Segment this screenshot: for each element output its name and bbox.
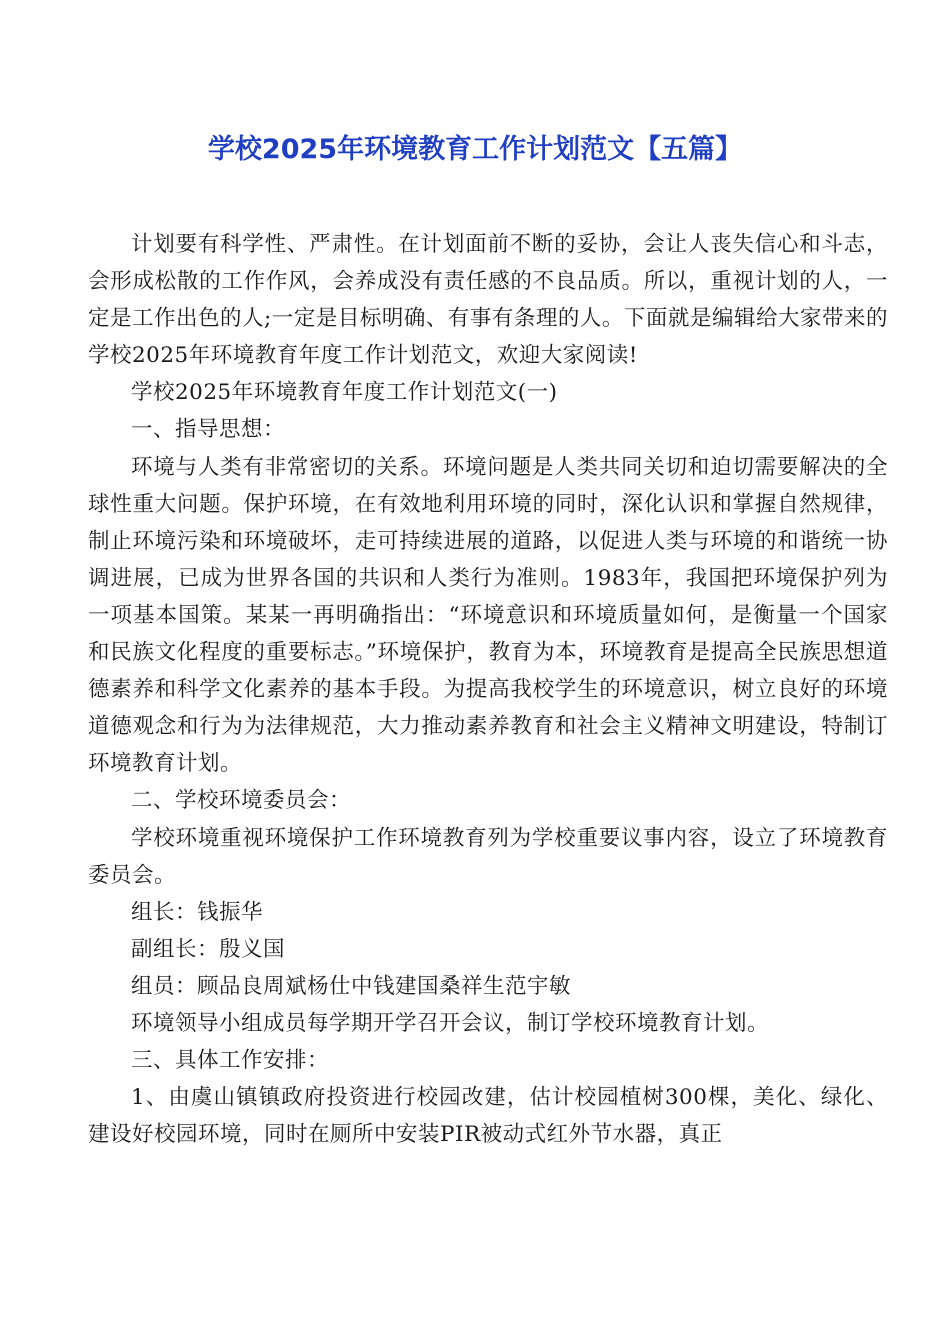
arrangement-item-1: 1、由虞山镇镇政府投资进行校园改建，估计校园植树300棵，美化、绿化、建设好校园环境，同时在厕所中安装PIR被动式红外节水器，真正 xyxy=(88,1085,888,1148)
heading-committee: 二、学校环境委员会： xyxy=(131,788,352,814)
heading-guiding-thought: 一、指导思想： xyxy=(131,417,286,443)
committee-meeting-note: 环境领导小组成员每学期开学召开会议，制订学校环境教育计划。 xyxy=(131,1010,770,1036)
section-subtitle: 学校2025年环境教育年度工作计划范文(一) xyxy=(131,380,558,406)
committee-members: 组员：顾品良周斌杨仕中钱建国桑祥生范宇敏 xyxy=(131,973,572,999)
heading-arrangements: 三、具体工作安排： xyxy=(131,1048,330,1074)
document-title: 学校2025年环境教育工作计划范文【五篇】 xyxy=(207,134,743,165)
committee-deputy-leader: 副组长：殷义国 xyxy=(131,936,286,962)
committee-leader: 组长：钱振华 xyxy=(131,899,264,925)
guiding-thought-paragraph: 环境与人类有非常密切的关系。环境问题是人类共同关切和迫切需要解决的全球性重大问题。保护环境，在有效地利用环境的同时，深化认识和掌握自然规律，制止环境污染和环境破坏，走可持续进展的道路，以促进人类与环境的和谐统一协调进展，已成为世界各国的共识和人类行为准则。1983年，我国把环境保护列为一项基本国策。某某一再明确指出：“环境意识和环境质量如何，是衡量一个国家和民族文化程度的重要标志。”环境保护，教育为本，环境教育是提高全民族思想道德素养和科学文化素养的基本手段。为提高我校学生的环境意识，树立良好的环境道德观念和行为为法律规范，大力推动素养教育和社会主义精神文明建设，特制订环境教育计划。 xyxy=(88,454,888,777)
intro-paragraph: 计划要有科学性、严肃性。在计划面前不断的妥协，会让人丧失信心和斗志，会形成松散的工作作风，会养成没有责任感的不良品质。所以，重视计划的人，一定是工作出色的人;一定是目标明确、有事有条理的人。下面就是编辑给大家带来的学校2025年环境教育年度工作计划范文，欢迎大家阅读! xyxy=(88,232,888,369)
document-body xyxy=(88,226,888,1153)
committee-paragraph: 学校环境重视环境保护工作环境教育列为学校重要议事内容，设立了环境教育委员会。 xyxy=(88,825,888,888)
